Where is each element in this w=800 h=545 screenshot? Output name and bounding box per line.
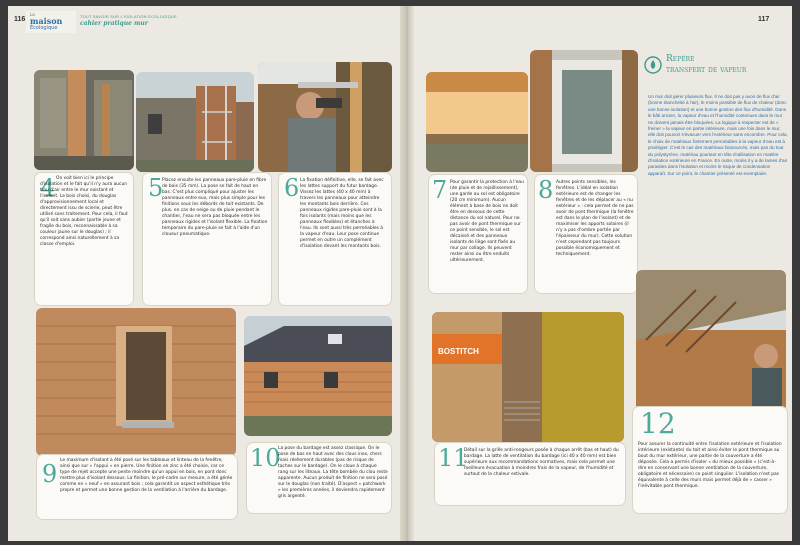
left-page xyxy=(8,6,400,541)
step-number-5: 5 xyxy=(148,174,164,202)
step-number-11: 11 xyxy=(438,444,469,472)
step-card-4 xyxy=(34,172,134,306)
step-number-6: 6 xyxy=(284,174,300,202)
repere-sidebar xyxy=(640,50,790,272)
step-card-12 xyxy=(632,406,788,514)
photo-ground-clearance xyxy=(426,72,528,172)
photo-house-roof xyxy=(244,316,392,436)
repere-title: Repère transfert de vapeur xyxy=(666,54,747,75)
page-number-right: 117 xyxy=(758,16,770,23)
step-card-7 xyxy=(428,174,528,294)
photo-house-scaffold xyxy=(136,72,254,172)
photo-wall-insulation xyxy=(34,70,134,170)
step-text-5: Placez ensuite les panneaux pare-pluie en fibre de bois (35 mm). La pose se fait de haut en bas. C'est plus compliqué pour ajuster les panneaux entre eux, mais plus simple pour les finitions sous les débords de toit existants. De plus, en cas de neige ou de pluie pendant le chantier, l'eau ne sera pas bloquée entre les panneaux rigides et l'isolant flexible. La fixation temporaire du pare-pluie se fait à l'aide d'un cloueur pneumatique. xyxy=(162,178,268,237)
photo-rodent-grille xyxy=(432,312,624,442)
page-number-left: 116 xyxy=(14,16,26,23)
step-card-9 xyxy=(36,454,238,520)
step-number-7: 7 xyxy=(432,176,448,204)
brand-logo: La maison Écologique xyxy=(26,11,76,33)
step-card-8 xyxy=(534,174,638,294)
step-text-6: La fixation définitive, elle, se fait avec les lattes support du futur bardage. Vissez les lattes (40 x 40 mm) à travers les panneaux pour atteindre les montants bois derrière. Ces panneaux rigides pare-pluie sont à la fois isolants (mais moins que les panneaux flexibles) et étanches à l'eau. Ils sont aussi très perméables à la vapeur d'eau. Leur pose continue permet en outre un complément d'isolation devant les montants bois. xyxy=(300,178,384,249)
photo-window-cladding xyxy=(36,308,236,456)
header-subtitle: cahier pratique mur xyxy=(80,20,148,27)
step-card-6 xyxy=(278,172,392,306)
repere-text: Un mur doit gérer plusieurs flux. Il ne doit pas y avoir de flux d'air (bonne étanchéité à l'air), le moins possible de flux de chaleur (donc une bonne isolation) et une bonne gestion des flux d'humidité. Dans le bâti ancien, la vapeur d'eau et l'humidité contenues dans le mur ne doivent jamais être bloquées. La logique à respecter est de « freiner » la vapeur en partie intérieure, mais une fois dans le mur, elle doit pouvoir s'évacuer vers l'extérieur sans encombre. Pour cela, le choix de matériaux fortement perméables à la vapeur d'eau est à privilégier. C'est le cas des matériaux biosourcés, mais pas du tout du polystyrène, matériau pourtant en tête d'utilisation en matière d'isolation extérieure en France. En outre, moins il y a de lames d'air parasites dans l'isolation et moins le risque de condensation apparaît. Sur ce point, le chantier présenté est exemplaire. xyxy=(648,94,788,176)
step-number-4: 4 xyxy=(40,174,56,202)
step-text-7: Pour garantir la protection à l'eau (de pluie et de rejaillissement), une garde au sol est obligatoire (20 cm minimum). Aucun élément à base de bois ne doit être en dessous de cette distance du sol naturel. Pour ne pas avoir de pont thermique sur ce point sensible, le sol est décaissé et des panneaux isolants de liège sont fixés au mur par collage. Ils peuvent rester ainsi ou être enduits ultérieurement. xyxy=(450,180,524,263)
step-text-11: Détail sur la grille anti-rongeurs posée à chaque arrêt (bas et haut) du bardage. La latte de ventilation du bardage (ici 40 x 40 mm) est bien supérieure aux recommandations normatives, mais cela permet une meilleure évacuation à moindres frais de la vapeur, de l'humidité et surtout de la chaleur estivale. xyxy=(464,448,619,477)
cable-reel-label: BOSTITCH xyxy=(438,347,479,356)
book-fold xyxy=(400,6,414,541)
step-card-5 xyxy=(142,172,272,306)
magazine-spread xyxy=(8,6,792,541)
header-kicker: TOUT SAVOIR SUR L'ISOLATION ÉCOLOGIQUE xyxy=(80,14,177,19)
photo-window-frame xyxy=(530,50,638,172)
step-number-10: 10 xyxy=(250,444,281,472)
step-text-9: Le maximum d'isolant a été posé sur les tableaux et linteau de la fenêtre, ainsi que sur « l'appui » en pierre. Une finition en zinc a été choisie, car ce type de rejet accepte une pente moindre qu'un appui en bois, en pont donc mettre plus d'isolant dessous. La finition, le pré-cadre sur mesure, a été gérée comme en « neuf » en assurant bois ; cela garantit un aspect esthétique très propre et permet une bonne gestion de la ventilation à l'arrière du bardage. xyxy=(60,458,233,493)
step-text-8: Autres points sensibles, les fenêtres. L'idéal en isolation extérieure est de changer les fenêtres et de les déplacer au « nu extérieur » : cela permet de ne pas avoir de pont thermique (la fenêtre est dans le plan de l'isolant) et de maximiser les apports solaires (il n'y a pas d'ombre portée par l'épaisseur du mur). Cette solution n'est cependant pas toujours possible économiquement et techniquement. xyxy=(556,180,634,257)
step-text-4: On voit bien ici le principe d'isolation et le fait qu'il n'y aura aucun trou d'air entre le mur existant et l'isolant. Le bois choisi, du douglas d'approvisionnement local et directement issu de scierie, peut être utilisé sans traitement. Pour cela, il faut qu'il soit sans aubier (partie jeune et fragile du bois, reconnaissable à sa couleur jaune sur le douglas) ; il correspond ainsi naturellement à sa classe d'emploi. xyxy=(40,176,128,247)
photo-worker-drill xyxy=(258,62,392,172)
step-number-8: 8 xyxy=(538,176,554,204)
step-number-9: 9 xyxy=(42,460,58,488)
step-text-10: La pose du bardage est assez classique. On le pose de bas en haut avec des clous inox, chers mais réellement durables (pas de risque de taches sur le bardage). On le cloue à chaque rang sur les liteaux. La tête bombée du clou reste apparente. Aucun produit de finition ne sera posé sur le douglas (non traité). D'aspect « patchwork » les premières années, il deviendra rapidement gris argenté. xyxy=(278,446,388,499)
step-text-12: Pour assurer la continuité entre l'isolation extérieure et l'isolation intérieure (existante) du toit et ainsi éviter le pont thermique au bout du mur extérieur, une partie de la couverture a été déposée. Cela a permis d'isoler « du mieux possible » (c'est-à-dire en conservant une bonne ventilation de la couverture, obligatoire et nécessaire) ce point singulier. L'isolation n'est pas équivalente à celle des murs mais permet déjà de « casser » l'inévitable pont thermique. xyxy=(638,442,782,489)
step-card-10 xyxy=(246,442,392,514)
right-page xyxy=(414,6,792,541)
step-number-12: 12 xyxy=(640,407,676,440)
water-drop-icon xyxy=(644,56,662,74)
step-card-11 xyxy=(434,442,626,506)
